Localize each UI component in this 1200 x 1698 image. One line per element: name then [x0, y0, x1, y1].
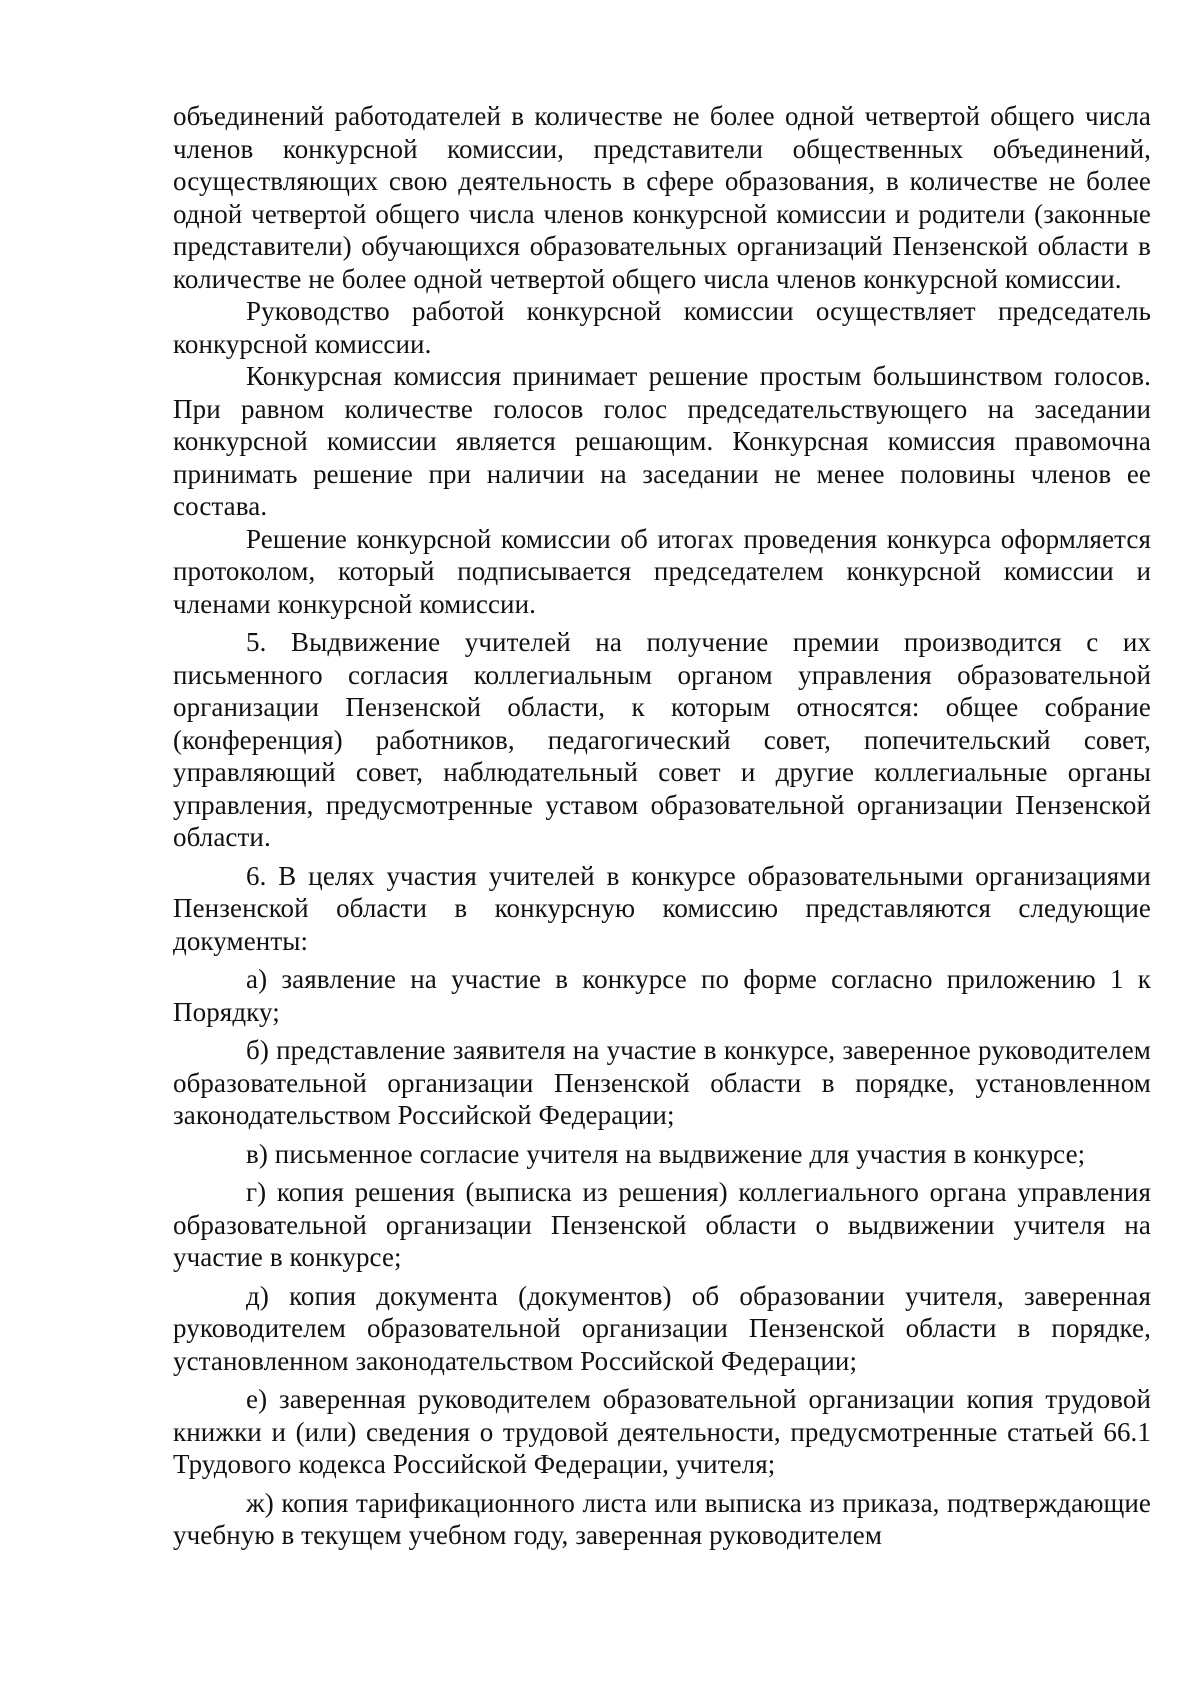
list-item-g-decision-copy: г) копия решения (выписка из решения) коллегиального органа управления образовательной организации Пензенской области о выдвижении учителя на участие в конкурсе;	[173, 1177, 1151, 1272]
list-item-d-education-document: д) копия документа (документов) об образовании учителя, заверенная руководителем образовательной организации Пензенской области в порядке, установленном законодательством Российской Федерации;	[173, 1280, 1151, 1376]
list-item-v-consent: в) письменное согласие учителя на выдвижение для участия в конкурсе;	[246, 1138, 1086, 1169]
paragraph-commission-voting: Конкурсная комиссия принимает решение простым большинством голосов. При равном количестве голосов голос председательствующего на заседании конкурсной комиссии является решающим. Конкурсная комиссия правомочна принимать решение при наличии на заседании не менее половины членов ее состава.	[173, 361, 1151, 521]
list-item-e-employment-record: е) заверенная руководителем образовательной организации копия трудовой книжки и (или) сведения о трудовой деятельности, предусмотренные статьей 66.1 Трудового кодекса Российской Федерации, учителя;	[173, 1384, 1151, 1479]
list-item-zh-tariff-sheet: ж) копия тарификационного листа или выписка из приказа, подтверждающие учебную в текущем учебном году, заверенная руководителем	[173, 1487, 1151, 1550]
paragraph-item-5-nomination: 5. Выдвижение учителей на получение премии производится с их письменного согласия коллегиальным органом управления образовательной организации Пензенской области, к которым относятся: общее собрание (конференция) работников, педагогический совет, попечительский совет, управляющий совет, наблюдательный совет и другие коллегиальные органы управления, предусмотренные уставом образовательной организации Пензенской области.	[173, 627, 1151, 852]
paragraph-item-6-documents: 6. В целях участия учителей в конкурсе образовательными организациями Пензенской области в конкурсную комиссию представляются следующие документы:	[173, 860, 1151, 956]
paragraph-commission-chair: Руководство работой конкурсной комиссии осуществляет председатель конкурсной комиссии.	[173, 296, 1151, 359]
paragraph-commission-protocol: Решение конкурсной комиссии об итогах проведения конкурса оформляется протоколом, который подписывается председателем конкурсной комиссии и членами конкурсной комиссии.	[173, 523, 1151, 619]
document-body	[173, 100, 1151, 1552]
paragraph-commission-composition: объединений работодателей в количестве не более одной четвертой общего числа членов конкурсной комиссии, представители общественных объединений, осуществляющих свою деятельность в сфере образования, в количестве не более одной четвертой общего числа членов конкурсной комиссии и родители (законные представители) обучающихся образовательных организаций Пензенской области в количестве не более одной четвертой общего числа членов конкурсной комиссии.	[173, 101, 1151, 294]
list-item-a-application: а) заявление на участие в конкурсе по форме согласно приложению 1 к Порядку;	[173, 964, 1151, 1027]
list-item-b-presentation: б) представление заявителя на участие в конкурсе, заверенное руководителем образовательной организации Пензенской области в порядке, установленном законодательством Российской Федерации;	[173, 1035, 1151, 1130]
